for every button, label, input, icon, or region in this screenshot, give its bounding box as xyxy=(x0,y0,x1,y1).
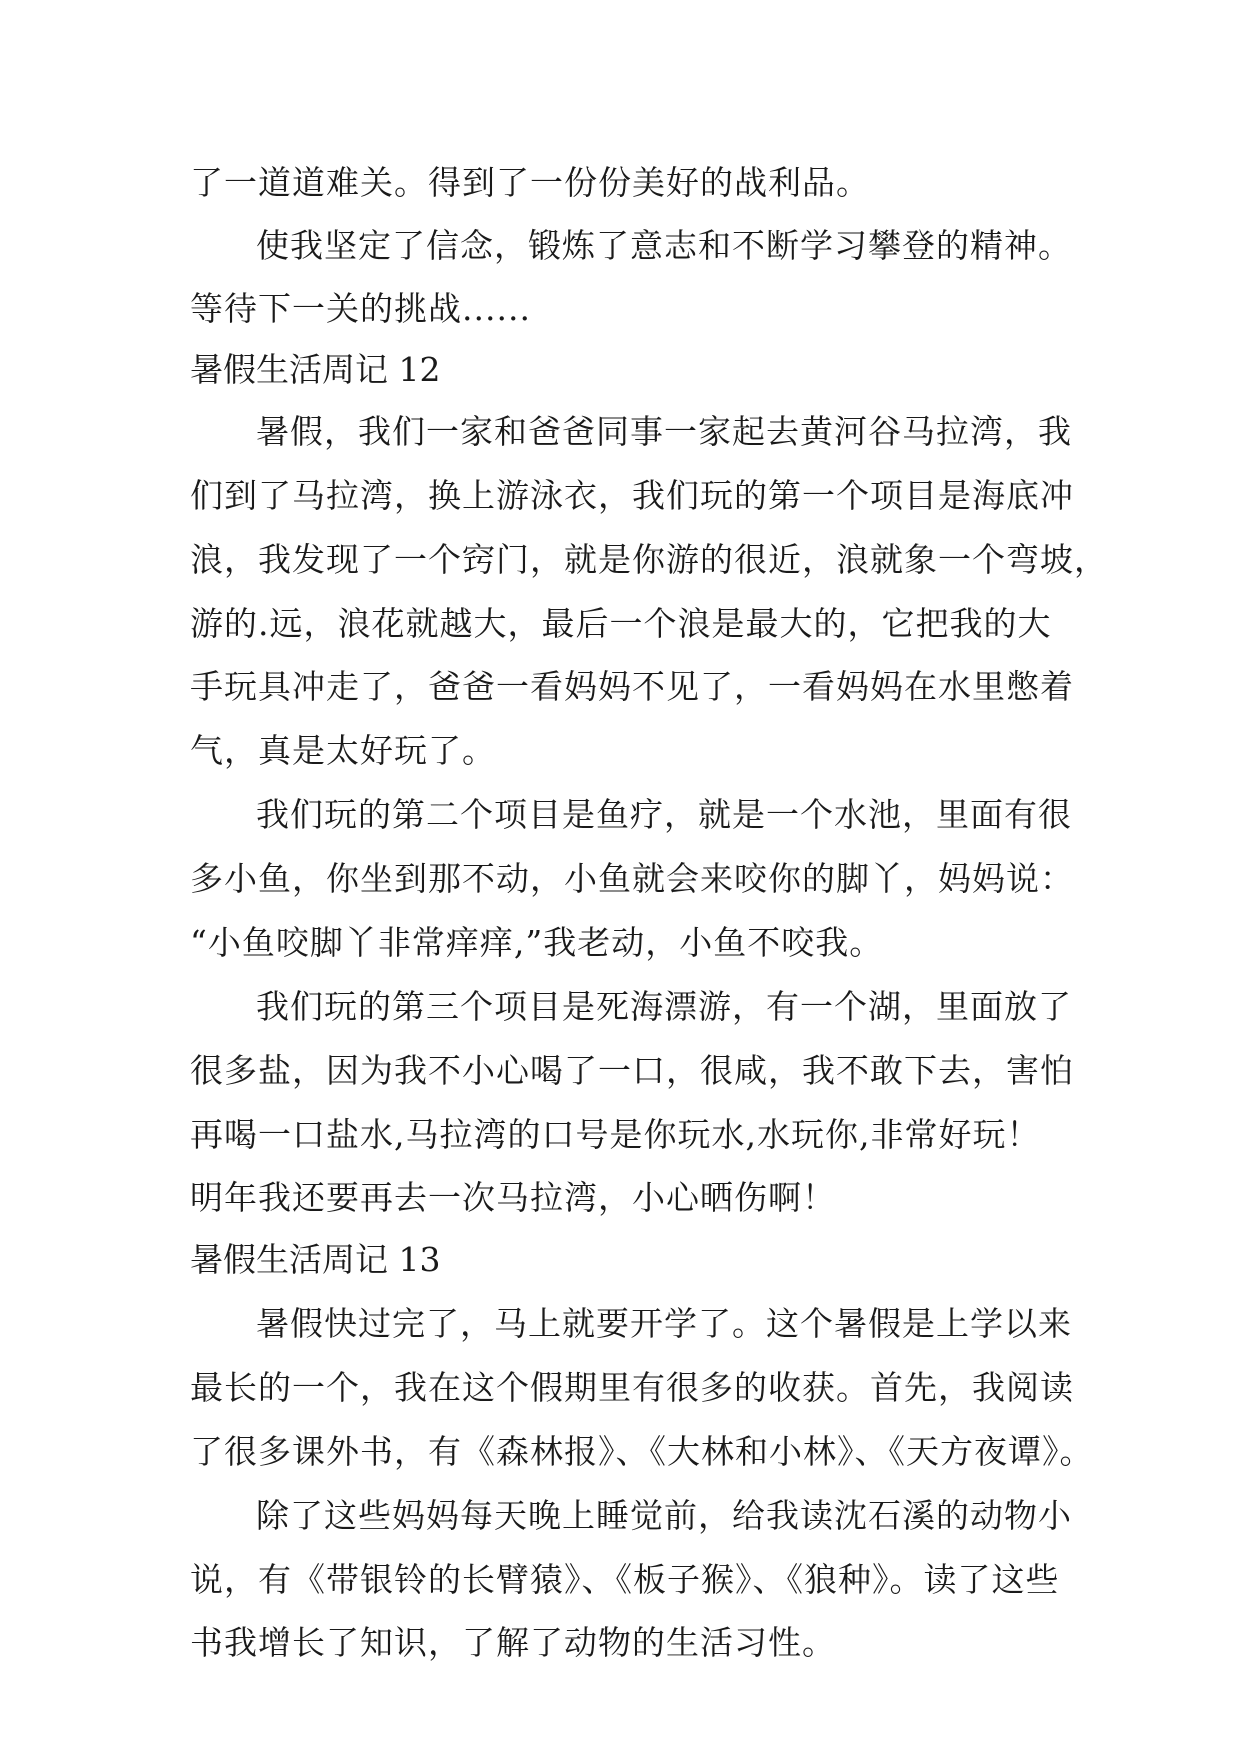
body-text-line: 了很多课外书，有《森林报》、《大林和小林》、《天方夜谭》。 xyxy=(190,1432,1094,1471)
body-text-line: 气，真是太好玩了。 xyxy=(190,731,496,770)
body-text-line: 再喝一口盐水,马拉湾的口号是你玩水,水玩你,非常好玩！ xyxy=(190,1115,1041,1154)
body-text-line: 最长的一个，我在这个假期里有很多的收获。首先，我阅读 xyxy=(190,1368,1074,1407)
paragraph-first-line: 使我坚定了信念，锻炼了意志和不断学习攀登的精神。 xyxy=(256,226,1072,265)
paragraph-first-line: 我们玩的第二个项目是鱼疗，就是一个水池，里面有很 xyxy=(256,795,1072,834)
body-text-line: 游的.远，浪花就越大，最后一个浪是最大的，它把我的大 xyxy=(190,604,1052,643)
paragraph-first-line: 除了这些妈妈每天晚上睡觉前，给我读沈石溪的动物小 xyxy=(256,1496,1072,1535)
body-text-line: 明年我还要再去一次马拉湾，小心晒伤啊！ xyxy=(190,1178,836,1217)
body-text-line: 多小鱼，你坐到那不动，小鱼就会来咬你的脚丫，妈妈说： xyxy=(190,859,1074,898)
paragraph-first-line: 暑假，我们一家和爸爸同事一家起去黄河谷马拉湾，我 xyxy=(256,412,1072,451)
body-text-line: 等待下一关的挑战...... xyxy=(190,289,531,328)
body-text-line: 手玩具冲走了，爸爸一看妈妈不见了，一看妈妈在水里憋着 xyxy=(190,667,1074,706)
body-text-line: 们到了马拉湾，换上游泳衣，我们玩的第一个项目是海底冲 xyxy=(190,476,1074,515)
body-text-line: 浪，我发现了一个窍门，就是你游的很近，浪就象一个弯坡， xyxy=(190,540,1108,579)
body-text-line: 了一道道难关。得到了一份份美好的战利品。 xyxy=(190,163,870,202)
paragraph-first-line: 我们玩的第三个项目是死海漂游，有一个湖，里面放了 xyxy=(256,987,1072,1026)
section-heading: 暑假生活周记 12 xyxy=(190,350,441,389)
paragraph-first-line: 暑假快过完了，马上就要开学了。这个暑假是上学以来 xyxy=(256,1304,1072,1343)
section-heading: 暑假生活周记 13 xyxy=(190,1240,441,1279)
body-text-line: 说，有《带银铃的长臂猿》、《板子猴》、《狼种》。读了这些 xyxy=(190,1560,1060,1599)
body-text-line: “小鱼咬脚丫非常痒痒,”我老动，小鱼不咬我。 xyxy=(190,923,884,962)
body-text-line: 书我增长了知识，了解了动物的生活习性。 xyxy=(190,1623,836,1662)
body-text-line: 很多盐，因为我不小心喝了一口，很咸，我不敢下去，害怕 xyxy=(190,1051,1074,1090)
